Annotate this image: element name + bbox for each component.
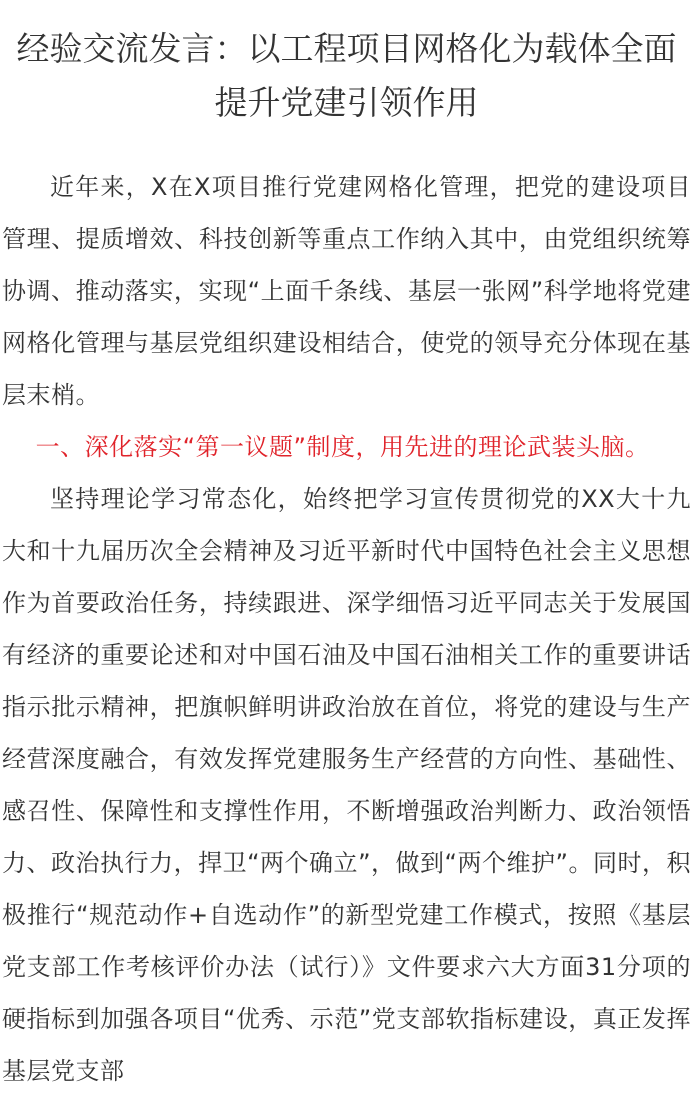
document-body <box>0 161 693 1097</box>
body-paragraph: 坚持理论学习常态化，始终把学习宣传贯彻党的XX大十九大和十九届历次全会精神及习近平新时代中国特色社会主义思想作为首要政治任务，持续跟进、深学细悟习近平同志关于发展国有经济的重要论述和对中国石油及中国石油相关工作的重要讲话指示批示精神，把旗帜鲜明讲政治放在首位，将党的建设与生产经营深度融合，有效发挥党建服务生产经营的方向性、基础性、感召性、保障性和支撑性作用，不断增强政治判断力、政治领悟力、政治执行力，捍卫“两个确立”，做到“两个维护”。同时，积极推行“规范动作+自选动作”的新型党建工作模式，按照《基层党支部工作考核评价办法（试行）》文件要求六大方面31分项的硬指标到加强各项目“优秀、示范”党支部软指标建设，真正发挥基层党支部 <box>2 485 691 1085</box>
document-title: 经验交流发言：以工程项目网格化为载体全面提升党建引领作用 <box>16 29 677 122</box>
section-heading: 一、深化落实“第一议题”制度，用先进的理论武装头脑。 <box>35 433 650 461</box>
intro-paragraph: 近年来，X在X项目推行党建网格化管理，把党的建设项目管理、提质增效、科技创新等重点工作纳入其中，由党组织统筹协调、推动落实，实现“上面千条线、基层一张网”科学地将党建网格化管理与基层党组织建设相结合，使党的领导充分体现在基层末梢。 <box>2 173 691 409</box>
